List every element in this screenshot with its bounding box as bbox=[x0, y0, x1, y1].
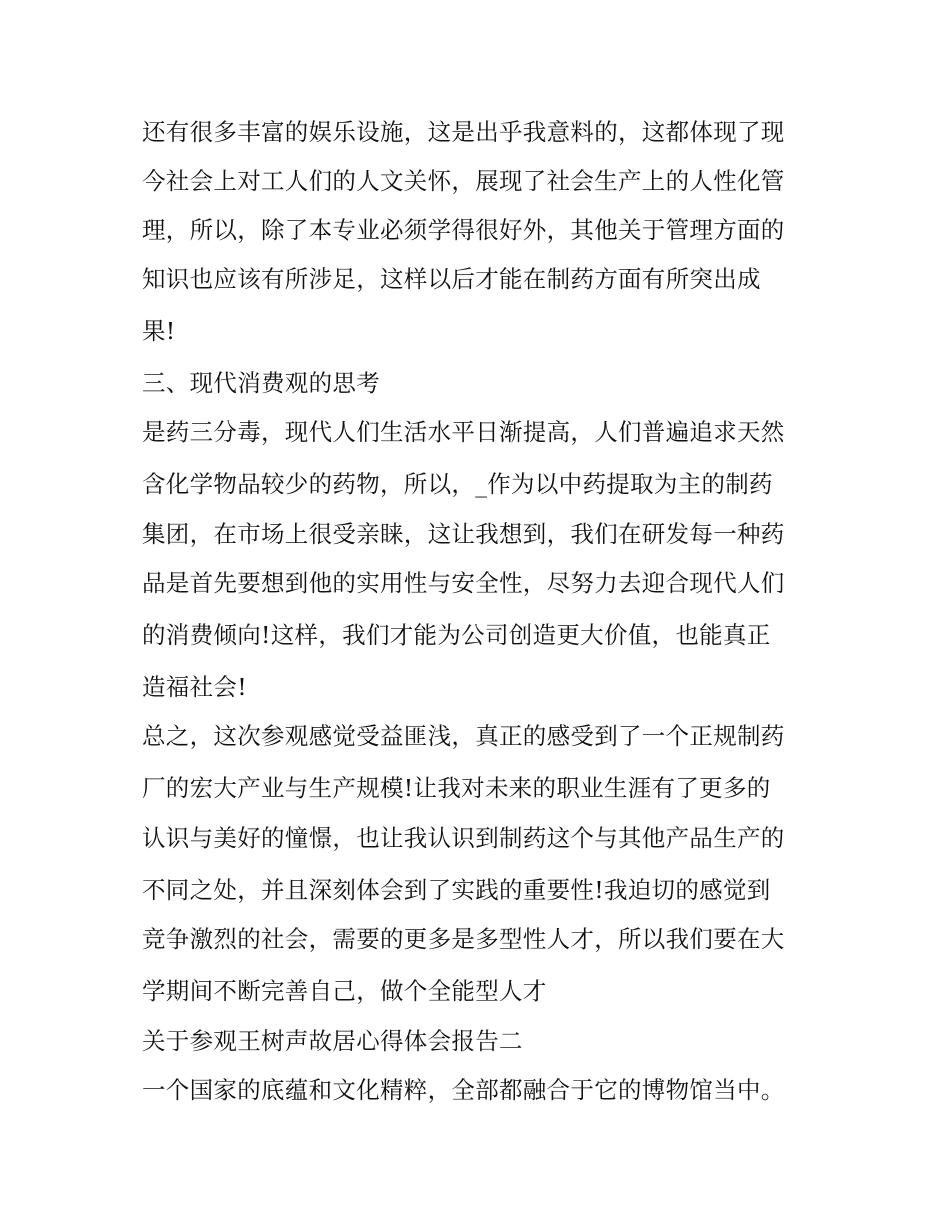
text-line: 知识也应该有所涉足，这样以后才能在制药方面有所突出成 bbox=[142, 265, 761, 293]
text-line: 集团，在市场上很受亲睐，这让我想到，我们在研发每一种药 bbox=[142, 520, 785, 548]
section-heading: 三、现代消费观的思考 bbox=[142, 369, 380, 397]
text-line: 今社会上对工人们的人文关怀，展现了社会生产上的人性化管 bbox=[142, 167, 785, 195]
section-heading: 关于参观王树声故居心得体会报告二 bbox=[142, 1027, 523, 1055]
text-line: 造福社会! bbox=[142, 673, 247, 701]
text-line: 认识与美好的憧憬，也让我认识到制药这个与其他产品生产的 bbox=[142, 824, 785, 852]
text-line: 含化学物品较少的药物，所以，_作为以中药提取为主的制药 bbox=[142, 470, 773, 498]
text-line: 品是首先要想到他的实用性与安全性，尽努力去迎合现代人们 bbox=[142, 569, 785, 597]
text-line: 果! bbox=[142, 317, 176, 345]
text-line: 理，所以，除了本专业必须学得很好外，其他关于管理方面的 bbox=[142, 216, 785, 244]
text-line: 竞争激烈的社会，需要的更多是多型性人才，所以我们要在大 bbox=[142, 925, 785, 953]
text-line: 学期间不断完善自己，做个全能型人才 bbox=[142, 977, 547, 1005]
text-line: 厂的宏大产业与生产规模!让我对未来的职业生涯有了更多的 bbox=[142, 774, 771, 802]
text-line: 的消费倾向!这样，我们才能为公司创造更大价值，也能真正 bbox=[142, 621, 771, 649]
text-line: 还有很多丰富的娱乐设施，这是出乎我意料的，这都体现了现 bbox=[142, 118, 785, 146]
text-line: 不同之处，并且深刻体会到了实践的重要性!我迫切的感觉到 bbox=[142, 876, 771, 904]
text-line: 总之，这次参观感觉受益匪浅，真正的感受到了一个正规制药 bbox=[142, 722, 785, 750]
text-line: 一个国家的底蕴和文化精粹，全部都融合于它的博物馆当中。 bbox=[142, 1076, 785, 1104]
text-line: 是药三分毒，现代人们生活水平日渐提高，人们普遍追求天然 bbox=[142, 418, 785, 446]
